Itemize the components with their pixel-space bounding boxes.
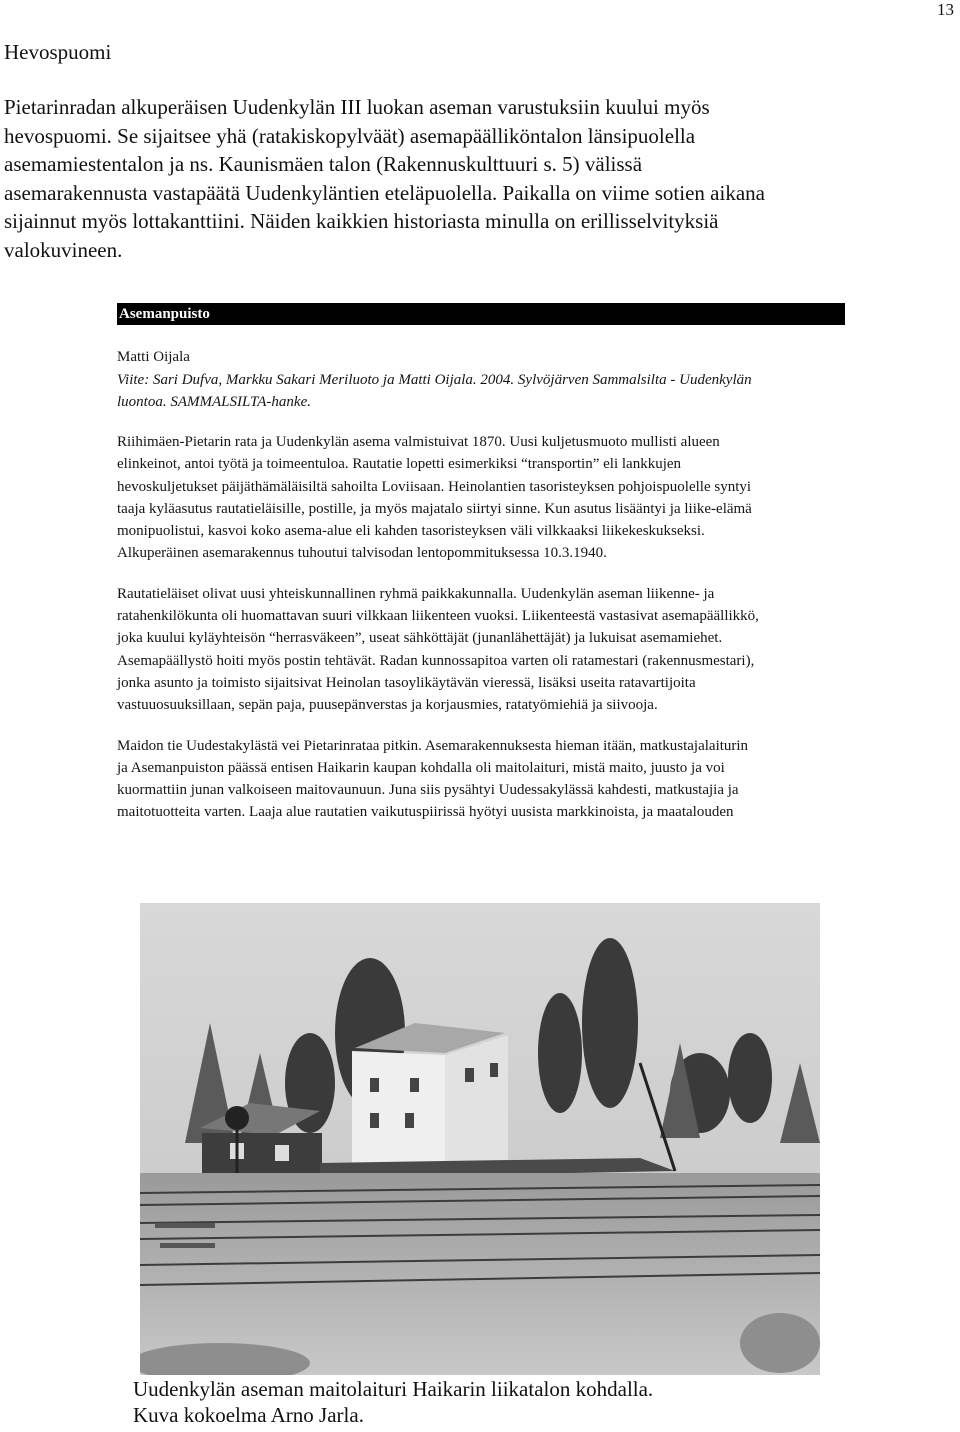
text-line: vastuuosuuksillaan, sepän paja, puusepänverstas ja korjausmies, ratatyömiehiä ja siivooja. [117, 697, 658, 714]
caption-line: Kuva kokoelma Arno Jarla. [133, 1403, 364, 1427]
text-line: Rautatieläiset olivat uusi yhteiskunnallinen ryhmä paikkakunnalla. Uudenkylän aseman liikenne- ja [117, 585, 715, 602]
clipping-paragraph-1 [117, 431, 845, 565]
text-line: taaja kyläasutus rautatieläisille, postille, ja myös majatalo siirtyi sinne. Kun asutus lisääntyi ja liike-elämä [117, 500, 752, 517]
text-line: Maidon tie Uudestakylästä vei Pietarinrataa pitkin. Asemarakennuksesta hieman itään, matkustajalaiturin [117, 737, 749, 754]
text-line: maitotuotteita varten. Laaja alue rautatien vaikutuspiirissä hyötyi uusista markkinoista, ja maatalouden [117, 804, 734, 821]
section-heading: Hevospuomi [4, 40, 112, 64]
text-line: monipuolistui, kasvoi koko asema-alue eli kahden tasoristeyksen väli vilkkaaksi liikekeskukseksi. [117, 523, 705, 540]
text-line: ja Asemanpuiston päässä entisen Haikarin kaupan kohdalla oli maitolaituri, mistä maito, juusto ja voi [117, 759, 725, 776]
station-house [352, 1023, 508, 1165]
intro-line: Pietarinradan alkuperäisen Uudenkylän III luokan aseman varustuksiin kuului myös [4, 95, 710, 119]
clipping-author: Matti Oijala [117, 349, 190, 365]
clipping-title: Asemanpuisto [117, 303, 845, 325]
text-line: Asemapäällystö hoiti myös postin tehtävät. Radan kunnossapitoa varten oli ratamestari (rakennusmestari), [117, 652, 755, 669]
text-line: elinkeinot, antoi työtä ja toimeentuloa. Rautatie lopetti esimerkiksi “transportin” eli lankkujen [117, 456, 682, 473]
caption-line: Uudenkylän aseman maitolaituri Haikarin liikatalon kohdalla. [133, 1377, 654, 1401]
sign-disc [225, 1106, 249, 1130]
station-photo [140, 903, 820, 1375]
photo-caption [133, 1376, 653, 1428]
intro-line: valokuvineen. [4, 237, 123, 262]
clipping-reference [117, 369, 845, 413]
intro-line: asemamiestentalon ja ns. Kaunismäen talon (Rakennuskulttuuri s. 5) välissä [4, 152, 643, 176]
page-number: 13 [937, 0, 954, 19]
text-line: Alkuperäinen asemarakennus tuhoutui talvisodan lentopommituksessa 10.3.1940. [117, 545, 607, 562]
text-line: hevoskuljetukset päijäthämäläisiltä sahoilta Loviisaan. Heinolantien tasoristeyksen pohjoispuolelle syntyi [117, 478, 752, 495]
reference-line: Viite: Sari Dufva, Markku Sakari Meriluoto ja Matti Oijala. 2004. Sylvöjärven Sammalsilta - Uudenkylän [117, 372, 752, 388]
text-line: jonka asunto ja toimisto sijaitsivat Heinolan tasoylikäytävän vieressä, lisäksi useita ratavartijoita [117, 674, 696, 691]
text-line: Riihimäen-Pietarin rata ja Uudenkylän asema valmistuivat 1870. Uusi kuljetusmuoto mullisti alueen [117, 434, 720, 450]
clipping-paragraph-3 [117, 735, 845, 824]
reference-line: luontoa. SAMMALSILTA-hanke. [117, 394, 311, 410]
station-photo-drawing [140, 903, 820, 1375]
intro-line: asemarakennusta vastapäätä Uudenkyläntien eteläpuolella. Paikalla on viime sotien aikana [4, 180, 765, 205]
text-line: ratahenkilökunta oli huomattavan suuri vilkkaan liikenteen vuoksi. Liikenteestä vastasivat asemapäällikkö, [117, 608, 759, 625]
text-line: joka kuului kyläyhteisön “herrasväkeen”, useat sähköttäjät (junanlähettäjät) ja lukuisat asemamiehet. [117, 630, 723, 647]
text-line: kuormattiin junan valkoiseen maitovaunuun. Juna siis pysähtyi Uudessakylässä kahdesti, matkustajia ja [117, 782, 739, 799]
clipping-paragraph-2 [117, 583, 845, 717]
scanned-clipping [117, 303, 845, 824]
intro-paragraph [4, 93, 944, 264]
intro-line: sijainnut myös lottakanttiini. Näiden kaikkien historiasta minulla on erillisselvityksiä [4, 209, 719, 233]
intro-line: hevospuomi. Se sijaitsee yhä (ratakiskopylväät) asemapäälliköntalon länsipuolella [4, 123, 696, 148]
